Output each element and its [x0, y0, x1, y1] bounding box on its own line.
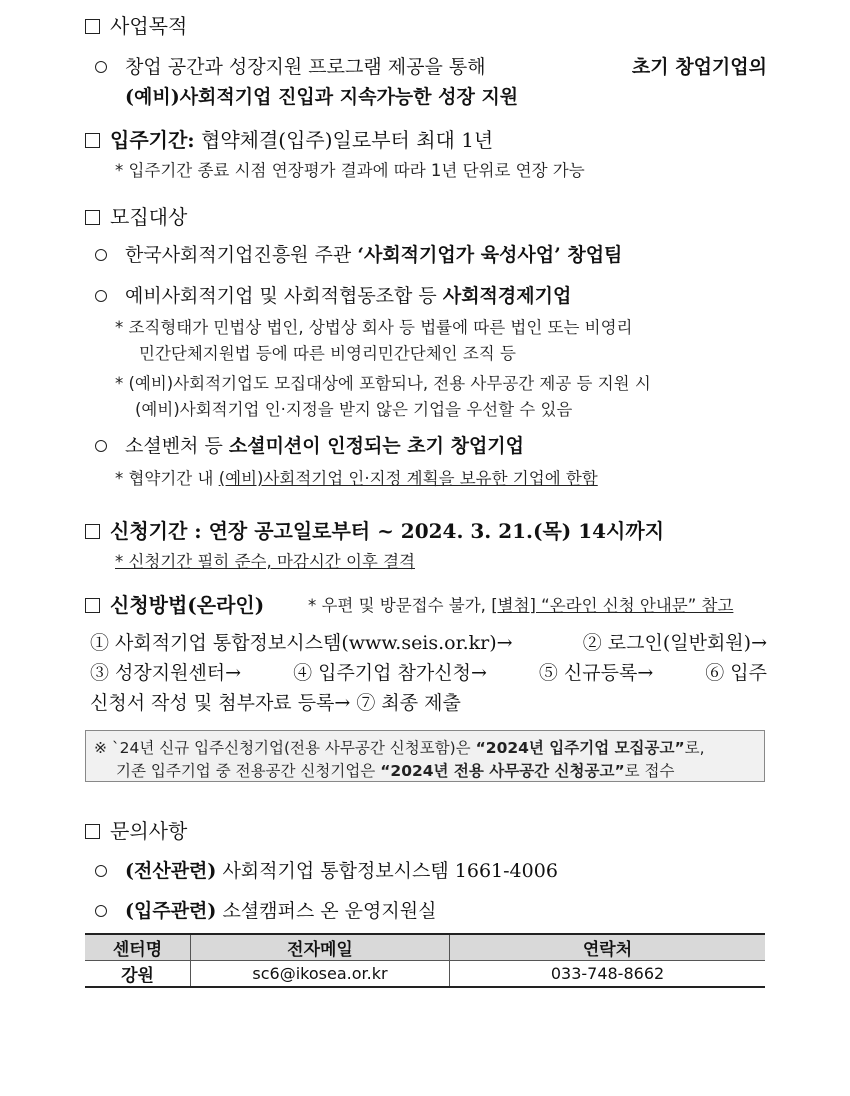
target-item-3: 소셜벤처 등 소셜미션이 인정되는 초기 창업기업: [95, 431, 524, 458]
method-note: * 우편 및 방문접수 불가, [별첨] “온라인 신청 안내문” 참고: [308, 596, 734, 615]
circle-bullet-icon: [95, 249, 107, 261]
checkbox-square-icon: [85, 210, 100, 225]
notice-box: [85, 730, 765, 782]
target-note-2-line2: (예비)사회적기업 인·지정을 받지 않은 기업을 우선할 수 있음: [135, 400, 573, 419]
section-application-period: 신청기간 : 연장 공고일로부터 ~ 2024. 3. 21.(목) 14시까지: [85, 515, 664, 544]
purpose-bullet-line2: (예비)사회적기업 진입과 지속가능한 성장 지원: [125, 86, 519, 108]
circle-bullet-icon: [95, 905, 107, 917]
target-note-2-line1: * (예비)사회적기업도 모집대상에 포함되나, 전용 사무공간 제공 등 지원 시: [115, 374, 651, 393]
section-period-heading: 입주기간: 협약체결(입주)일로부터 최대 1년: [85, 124, 493, 153]
section-purpose-heading: 사업목적: [85, 10, 187, 39]
checkbox-square-icon: [85, 19, 100, 34]
inquiry-item-2: (입주관련) 소셜캠퍼스 온 운영지원실: [95, 896, 436, 923]
cell-email[interactable]: sc6@ikosea.or.kr: [191, 961, 450, 988]
notice-line1: ※ `24년 신규 입주신청기업(전용 사무공간 신청포함)은 “2024년 입주기업 모집공고”로,: [94, 739, 705, 757]
target-note-1-line1: * 조직형태가 민법상 법인, 상법상 회사 등 법률에 따른 법인 또는 비영리: [115, 318, 633, 337]
method-steps-line3: 신청서 작성 및 첨부자료 등록→ ⑦ 최종 제출: [90, 692, 461, 714]
circle-bullet-icon: [95, 440, 107, 452]
period-note: * 입주기간 종료 시점 연장평가 결과에 따라 1년 단위로 연장 가능: [115, 161, 585, 180]
header-phone: 연락처: [450, 934, 766, 961]
application-period-note: * 신청기간 필히 준수, 마감시간 이후 결격: [115, 552, 415, 571]
section-method-heading: 신청방법(온라인): [85, 589, 264, 618]
target-item-1: 한국사회적기업진흥원 주관 ‘사회적기업가 육성사업’ 창업팀: [95, 240, 622, 267]
notice-line2: 기존 입주기업 중 전용공간 신청기업은 “2024년 전용 사무공간 신청공고”로 접수: [116, 762, 675, 780]
target-note-1-line2: 민간단체지원법 등에 따른 비영리민간단체인 조직 등: [139, 344, 516, 363]
circle-bullet-icon: [95, 290, 107, 302]
circle-bullet-icon: [95, 61, 107, 73]
section-target-heading: 모집대상: [85, 201, 187, 230]
cell-center: 강원: [85, 961, 191, 988]
cell-phone: 033-748-8662: [450, 961, 766, 988]
header-email: 전자메일: [191, 934, 450, 961]
table-row: [85, 961, 765, 988]
section-inquiry-heading: 문의사항: [85, 815, 187, 844]
header-center: 센터명: [85, 934, 191, 961]
checkbox-square-icon: [85, 133, 100, 148]
method-steps-line1: ① 사회적기업 통합정보시스템(www.seis.or.kr)→ ② 로그인(일반회원)→: [90, 632, 767, 654]
method-steps-line2: ③ 성장지원센터→ ④ 입주기업 참가신청→ ⑤ 신규등록→ ⑥ 입주: [90, 662, 767, 684]
circle-bullet-icon: [95, 865, 107, 877]
checkbox-square-icon: [85, 524, 100, 539]
inquiry-item-1: (전산관련) 사회적기업 통합정보시스템 1661-4006: [95, 856, 558, 883]
purpose-bullet: 창업 공간과 성장지원 프로그램 제공을 통해 초기 창업기업의: [95, 52, 767, 79]
checkbox-square-icon: [85, 824, 100, 839]
target-item-2: 예비사회적기업 및 사회적협동조합 등 사회적경제기업: [95, 281, 571, 308]
target-note-3: * 협약기간 내 (예비)사회적기업 인·지정 계획을 보유한 기업에 한함: [115, 469, 598, 488]
checkbox-square-icon: [85, 598, 100, 613]
contact-table-header-row: [85, 934, 765, 961]
contact-table: [85, 933, 765, 988]
